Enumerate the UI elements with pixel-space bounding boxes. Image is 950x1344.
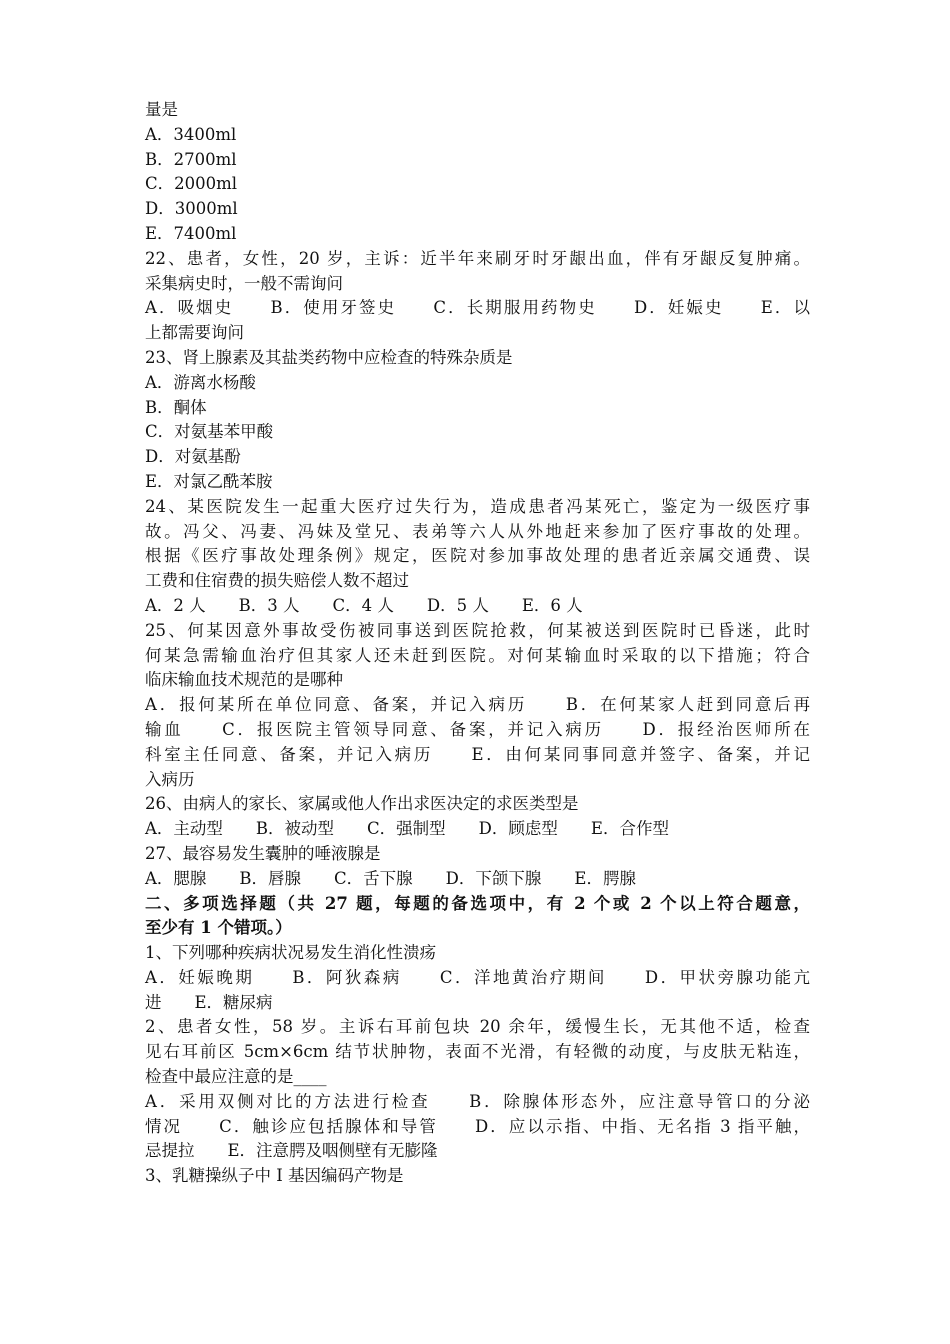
text-line: 根据《医疗事故处理条例》规定，医院对参加事故处理的患者近亲属交通费、误 <box>145 546 810 566</box>
text-line: E．对氯乙酰苯胺 <box>145 471 273 491</box>
text-line: C．对氨基苯甲酸 <box>145 422 274 442</box>
text-line: B．2700ml <box>145 149 237 169</box>
text-line: 故。冯父、冯妻、冯妹及堂兄、表弟等六人从外地赶来参加了医疗事故的处理。 <box>145 521 810 541</box>
text-line: A．腮腺 B．唇腺 C．舌下腺 D．下颌下腺 E．腭腺 <box>145 868 636 888</box>
text-line: 见右耳前区 5cm×6cm 结节状肿物，表面不光滑，有轻微的动度，与皮肤无粘连， <box>145 1042 810 1062</box>
text-line: D．3000ml <box>145 199 238 219</box>
text-line: B．酮体 <box>145 397 207 417</box>
text-line: 量是 <box>145 100 178 119</box>
text-line: 22、患者，女性，20 岁，主诉：近半年来刷牙时牙龈出血，伴有牙龈反复肿痛。 <box>145 248 810 268</box>
document-body <box>145 98 810 1189</box>
text-line: A．主动型 B．被动型 C．强制型 D．顾虑型 E．合作型 <box>145 819 669 839</box>
text-line: 1、下列哪种疾病状况易发生消化性溃疡 <box>145 943 436 963</box>
text-line: E．7400ml <box>145 223 237 243</box>
text-line: 23、肾上腺素及其盐类药物中应检查的特殊杂质是 <box>145 347 513 367</box>
text-line: D．对氨基酚 <box>145 447 241 467</box>
text-line: 25、何某因意外事故受伤被同事送到医院抢救，何某被送到医院时已昏迷，此时 <box>145 620 810 640</box>
text-line: 进 E．糖尿病 <box>145 992 273 1012</box>
text-line: 2、患者女性，58 岁。主诉右耳前包块 20 余年，缓慢生长，无其他不适，检查 <box>145 1017 810 1037</box>
text-line: 二、多项选择题（共 27 题，每题的备选项中，有 2 个或 2 个以上符合题意， <box>145 893 810 913</box>
text-line: A．游离水杨酸 <box>145 372 256 392</box>
text-line: 工费和住宿费的损失赔偿人数不超过 <box>145 571 409 591</box>
text-line: 上都需要询问 <box>145 323 244 343</box>
text-line: A．2 人 B．3 人 C．4 人 D．5 人 E．6 人 <box>145 595 583 615</box>
text-line: A．报何某所在单位同意、备案，并记入病历 B．在何某家人赶到同意后再 <box>145 695 810 715</box>
text-line: 至少有 1 个错项。） <box>145 918 292 938</box>
text-line: A．妊娠晚期 B．阿狄森病 C．洋地黄治疗期间 D．甲状旁腺功能亢 <box>145 967 810 987</box>
text-line: 忌提拉 E．注意腭及咽侧壁有无膨隆 <box>145 1141 438 1161</box>
text-line: 24、某医院发生一起重大医疗过失行为，造成患者冯某死亡，鉴定为一级医疗事 <box>145 496 810 516</box>
text-line: A．吸烟史 B．使用牙签史 C．长期服用药物史 D．妊娠史 E．以 <box>145 298 810 318</box>
text-line: 26、由病人的家长、家属或他人作出求医决定的求医类型是 <box>145 794 579 814</box>
text-line: 3、乳糖操纵子中 I 基因编码产物是 <box>145 1166 404 1186</box>
text-line: 情况 C．触诊应包括腺体和导管 D．应以示指、中指、无名指 3 指平触， <box>145 1116 810 1136</box>
text-line: C．2000ml <box>145 174 238 194</box>
text-line: 临床输血技术规范的是哪种 <box>145 670 343 690</box>
text-line: 输血 C．报医院主管领导同意、备案，并记入病历 D．报经治医师所在 <box>145 719 810 739</box>
text-line: 检查中最应注意的是____ <box>145 1067 327 1087</box>
text-line: 27、最容易发生囊肿的唾液腺是 <box>145 843 381 863</box>
text-line: 采集病史时，一般不需询问 <box>145 273 343 293</box>
text-line: 科室主任同意、备案，并记入病历 E．由何某同事同意并签字、备案，并记 <box>145 744 810 764</box>
text-line: A．采用双侧对比的方法进行检查 B．除腺体形态外，应注意导管口的分泌 <box>145 1091 810 1111</box>
text-line: 入病历 <box>145 769 195 789</box>
text-line: A．3400ml <box>145 124 237 144</box>
text-line: 何某急需输血治疗但其家人还未赶到医院。对何某输血时采取的以下措施；符合 <box>145 645 810 665</box>
